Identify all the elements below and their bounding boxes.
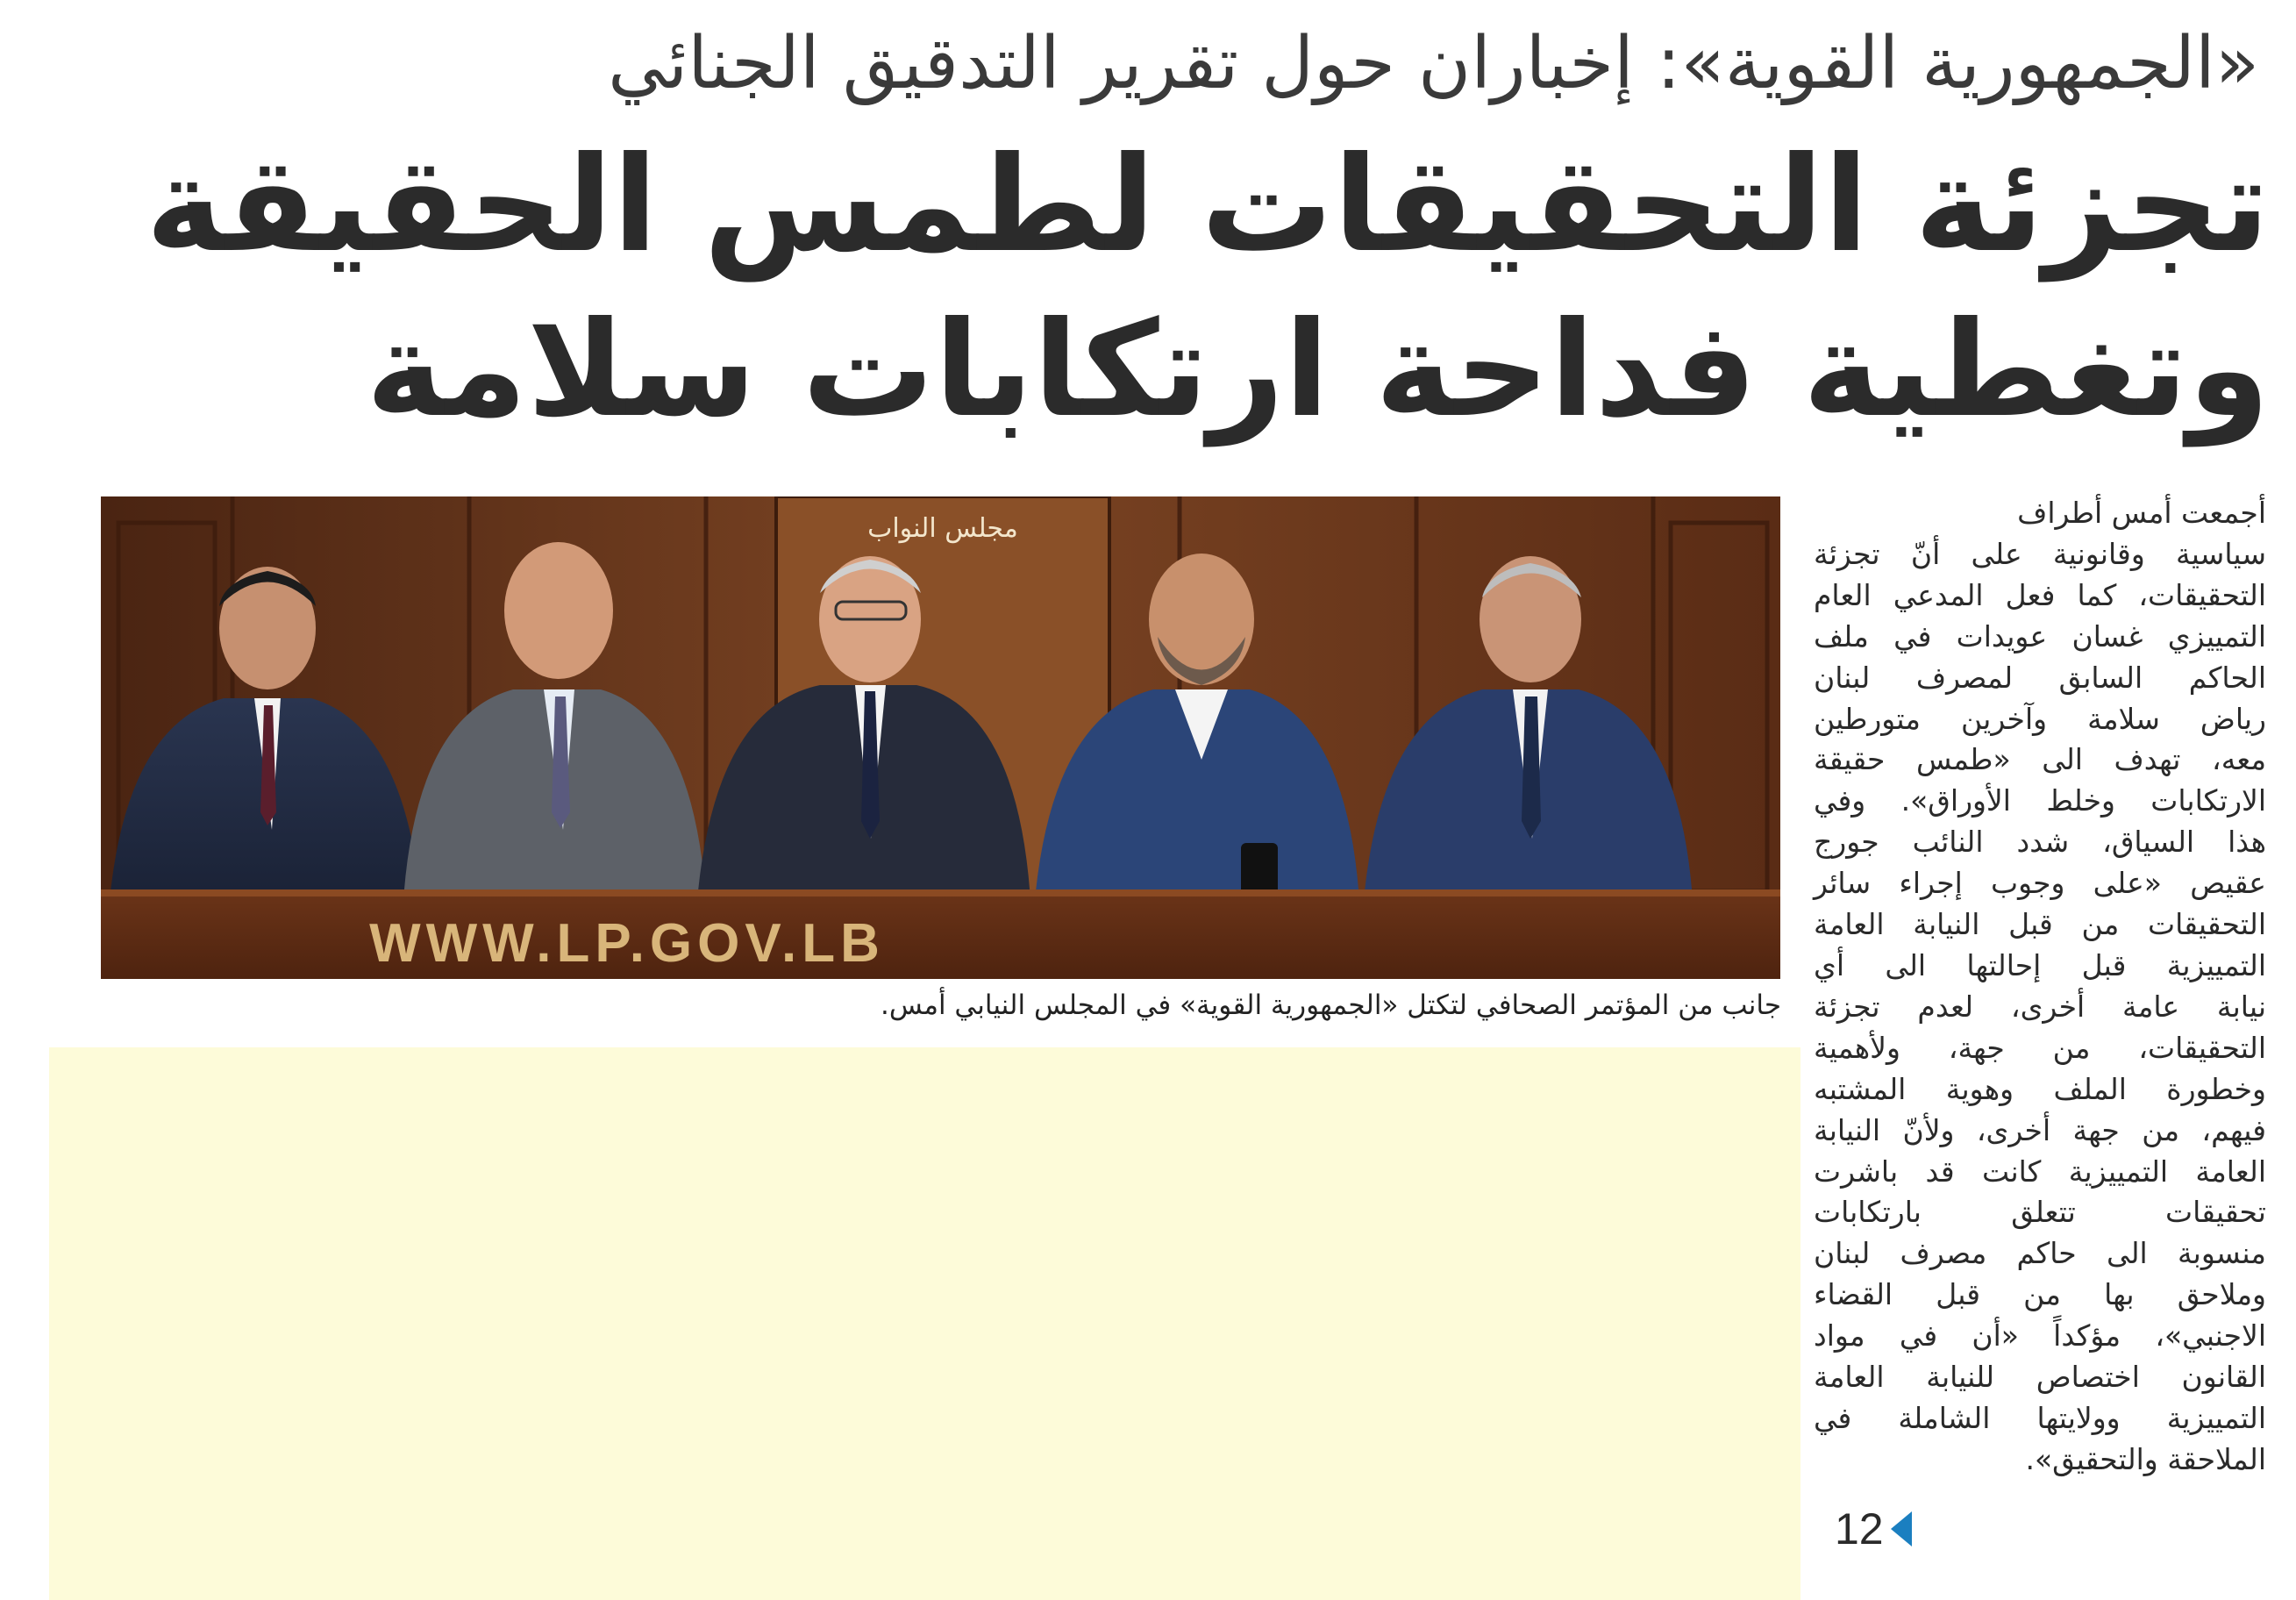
body-line: الارتكابات وخلط الأوراق». وفي [1814,783,2266,818]
body-line: التمييزية وولايتها الشاملة في [1814,1400,2266,1435]
body-line: رياض سلامة وآخرين متورطين [1814,701,2266,736]
press-conference-photo [101,496,1780,979]
body-line: أجمعت أمس أطراف [2017,496,2266,530]
continuation-page-link[interactable] [1835,1504,1912,1554]
body-line: عقيص «على وجوب إجراء سائر [1814,866,2266,901]
body-line: نيابة عامة أخرى، لعدم تجزئة [1814,989,2266,1024]
body-line: التحقيقات، كما فعل المدعي العام [1814,577,2266,612]
body-line: الملاحقة والتحقيق». [2025,1441,2266,1476]
headline-line-1: تجزئة التحقيقات لطمس الحقيقة [146,129,2270,282]
body-line: تحقيقات تتعلق بارتكابات [1814,1195,2266,1230]
body-line: التحقيقات من قبل النيابة العامة [1814,907,2266,942]
body-line: معه، تهدف الى «طمس حقيقة [1814,742,2266,777]
body-line: وخطورة الملف وهوية المشتبه [1814,1071,2266,1106]
body-line: العامة التمييزية كانت قد باشرت [1814,1154,2266,1189]
continuation-page-number: 12 [1835,1504,1884,1554]
body-line: الحاكم السابق لمصرف لبنان [1814,660,2266,695]
advertisement-area [49,1047,1800,1600]
body-line: فيهم، من جهة أخرى، ولأنّ النيابة [1814,1112,2266,1147]
body-line: التحقيقات، من جهة، ولأهمية [1814,1030,2266,1065]
body-line: التمييزي غسان عويدات في ملف [1814,618,2266,654]
arrow-left-icon [1891,1511,1912,1546]
article-kicker: «الجمهورية القوية»: إخباران حول تقرير التدقيق الجنائي [608,22,2259,105]
body-line: القانون اختصاص للنيابة العامة [1814,1360,2266,1395]
article-headline [25,123,2270,453]
body-line: الاجنبي»، مؤكداً «أن في مواد [1814,1318,2266,1354]
body-line: هذا السياق، شدد النائب جورج [1814,825,2266,860]
photo-caption: جانب من المؤتمر الصحافي لتكتل «الجمهورية القوية» في المجلس النيابي أمس. [880,989,1781,1021]
backdrop-label: مجلس النواب [867,513,1018,544]
desk-url: WWW.LP.GOV.LB [369,913,885,974]
body-line: التمييزية قبل إحالتها الى أي [1814,947,2266,982]
body-line: منسوبة الى حاكم مصرف لبنان [1814,1236,2266,1271]
article-body [1814,493,2266,1481]
body-line: سياسية وقانونية على أنّ تجزئة [1814,536,2266,571]
headline-line-2: وتغطية فداحة ارتكابات سلامة [366,294,2270,446]
body-line: وملاحق بها من قبل القضاء [1814,1277,2266,1312]
